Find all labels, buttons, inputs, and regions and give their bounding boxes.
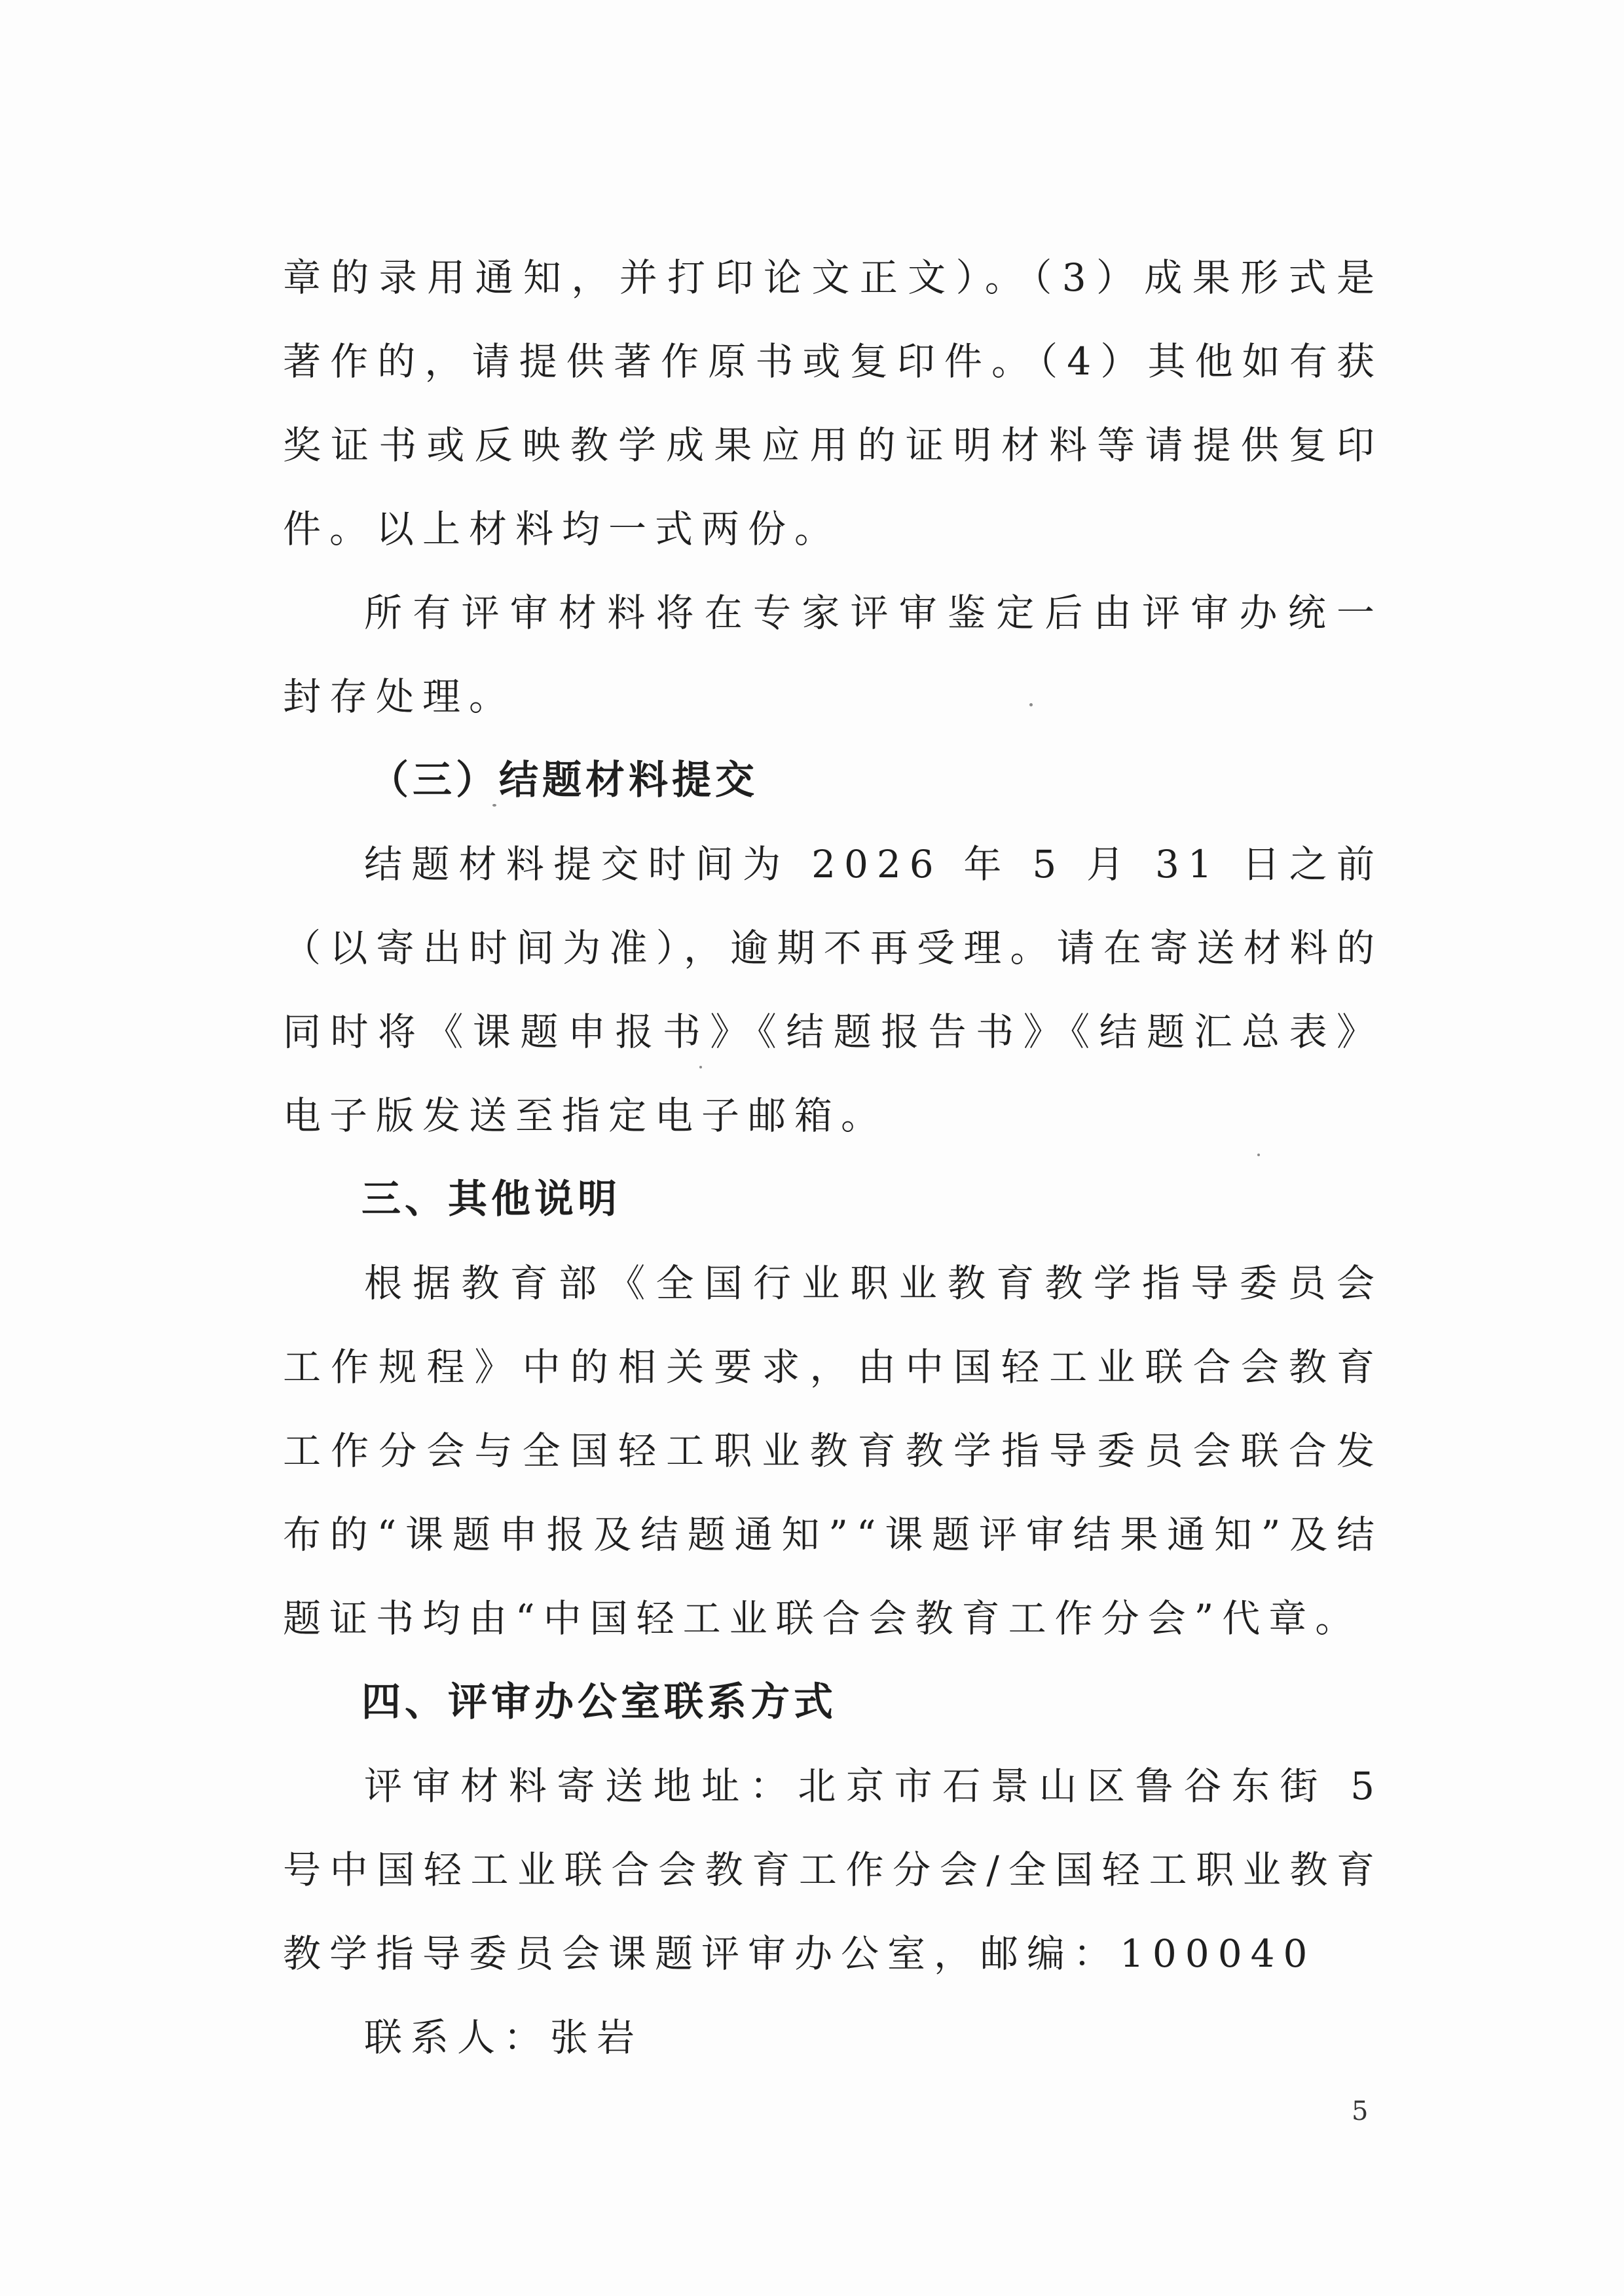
paragraph-materials-continued: 章的录用通知，并打印论文正文）。（3）成果形式是著作的，请提供著作原书或复印件。（4）其他如有获奖证书或反映教学成果应用的证明材料等请提供复印件。以上材料均一式两份。 [283, 255, 1383, 551]
page-number: 5 [1352, 2096, 1369, 2126]
paragraph-submission-deadline: 结题材料提交时间为 2026 年 5 月 31 日之前（以寄出时间为准），逾期不再受理。请在寄送材料的同时将《课题申报书》《结题报告书》《结题汇总表》电子版发送至指定电子邮箱。 [283, 842, 1383, 1138]
paragraph-archive-note: 所有评审材料将在专家评审鉴定后由评审办统一封存处理。 [283, 591, 1383, 719]
scan-speck [1029, 703, 1033, 706]
section-heading-submission: （三）结题材料提交 [369, 757, 758, 803]
paragraph-contact-person: 联系人：张岩 [364, 2015, 644, 2060]
scan-speck [699, 1066, 702, 1068]
scan-speck [1257, 1154, 1260, 1156]
paragraph-mailing-address: 评审材料寄送地址：北京市石景山区鲁谷东街 5 号中国轻工业联合会教育工作分会/全国轻工职业教育教学指导委员会课题评审办公室，邮编：100040 [283, 1764, 1383, 1976]
scan-speck [492, 804, 496, 807]
document-body [283, 236, 1383, 2079]
section-heading-contact: 四、评审办公室联系方式 [361, 1679, 837, 1725]
section-heading-other-notes: 三、其他说明 [361, 1176, 621, 1222]
paragraph-other-notes: 根据教育部《全国行业职业教育教学指导委员会工作规程》中的相关要求，由中国轻工业联合会教育工作分会与全国轻工职业教育教学指导委员会联合发布的“课题申报及结题通知”“课题评审结果通知”及结题证书均由“中国轻工业联合会教育工作分会”代章。 [283, 1261, 1383, 1641]
